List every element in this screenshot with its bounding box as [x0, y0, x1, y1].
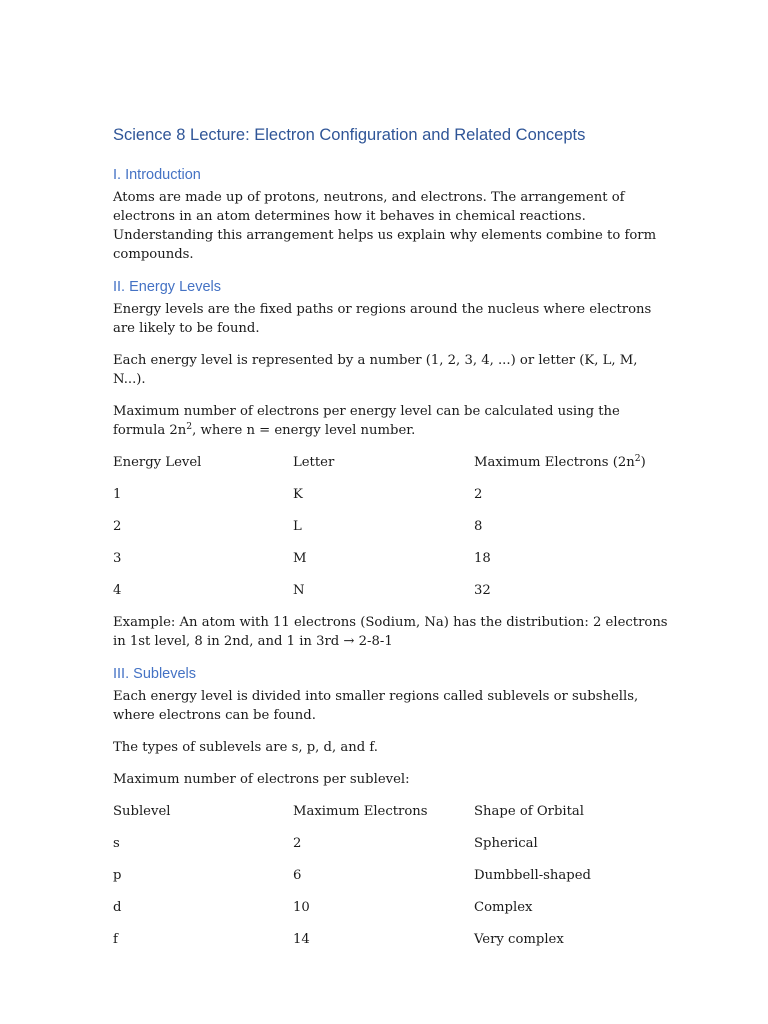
table-header-cell: Sublevel — [113, 804, 171, 819]
section-introduction — [113, 165, 673, 264]
table-cell: K — [293, 487, 303, 502]
table-cell: M — [293, 551, 307, 566]
header-text: Maximum Electrons (2n — [474, 455, 635, 470]
section-heading-introduction: I. Introduction — [113, 167, 201, 183]
section-sublevels — [113, 664, 673, 949]
formula-text-suffix: , where n = energy level number. — [192, 423, 416, 438]
table-cell: 10 — [293, 900, 310, 915]
header-text-end: ) — [640, 455, 646, 470]
table-cell: Very complex — [474, 932, 564, 947]
table-cell: d — [113, 900, 122, 915]
intro-paragraph: Atoms are made up of protons, neutrons, and electrons. The arrangement of electrons in an atom determines how it behaves in chemical reactions. Understanding this arrangement helps us explain why elements combine to form compounds. — [113, 190, 657, 262]
table-cell: 8 — [474, 519, 483, 534]
table-cell: p — [113, 868, 122, 883]
table-cell: 4 — [113, 583, 122, 598]
table-cell: 32 — [474, 583, 491, 598]
document-page — [113, 124, 673, 962]
table-cell: Complex — [474, 900, 533, 915]
energy-levels-table — [113, 453, 673, 600]
formula-superscript: 2 — [186, 420, 193, 432]
table-header-cell: Letter — [293, 455, 335, 470]
section-heading-sublevels: III. Sublevels — [113, 666, 197, 682]
table-cell: N — [293, 583, 305, 598]
sublevels-paragraph-2: The types of sublevels are s, p, d, and f. — [113, 740, 378, 755]
table-cell: f — [113, 932, 118, 947]
sublevels-paragraph-1: Each energy level is divided into smaller regions called sublevels or subshells, where electrons can be found. — [113, 689, 639, 723]
table-cell: 2 — [293, 836, 302, 851]
section-energy-levels — [113, 277, 673, 651]
document-title: Science 8 Lecture: Electron Configuration and Related Concepts — [113, 126, 586, 144]
table-cell: 14 — [293, 932, 310, 947]
table-cell: s — [113, 836, 120, 851]
sublevels-table — [113, 802, 673, 949]
table-header-cell: Energy Level — [113, 455, 202, 470]
table-header-cell — [474, 453, 673, 472]
table-cell: 1 — [113, 487, 122, 502]
table-cell: Spherical — [474, 836, 538, 851]
table-cell: 2 — [474, 487, 483, 502]
energy-levels-example: Example: An atom with 11 electrons (Sodium, Na) has the distribution: 2 electrons in 1st level, 8 in 2nd, and 1 in 3rd → 2-8-1 — [113, 615, 668, 649]
energy-levels-paragraph-3 — [113, 402, 673, 440]
table-header-cell: Shape of Orbital — [474, 804, 584, 819]
energy-levels-paragraph-2: Each energy level is represented by a number (1, 2, 3, 4, ...) or letter (K, L, M, N...). — [113, 353, 638, 387]
energy-levels-paragraph-1: Energy levels are the fixed paths or regions around the nucleus where electrons are likely to be found. — [113, 302, 652, 336]
formula-text-prefix: Maximum number of electrons per energy level can be calculated using the formula 2n — [113, 404, 620, 438]
table-cell: 6 — [293, 868, 302, 883]
table-cell: 2 — [113, 519, 122, 534]
table-cell: 18 — [474, 551, 491, 566]
table-cell: 3 — [113, 551, 122, 566]
header-superscript: 2 — [634, 452, 641, 464]
section-heading-energy-levels: II. Energy Levels — [113, 279, 221, 295]
table-cell: Dumbbell-shaped — [474, 868, 591, 883]
table-cell: L — [293, 519, 302, 534]
sublevels-paragraph-3: Maximum number of electrons per sublevel: — [113, 772, 410, 787]
table-header-cell: Maximum Electrons — [293, 804, 428, 819]
